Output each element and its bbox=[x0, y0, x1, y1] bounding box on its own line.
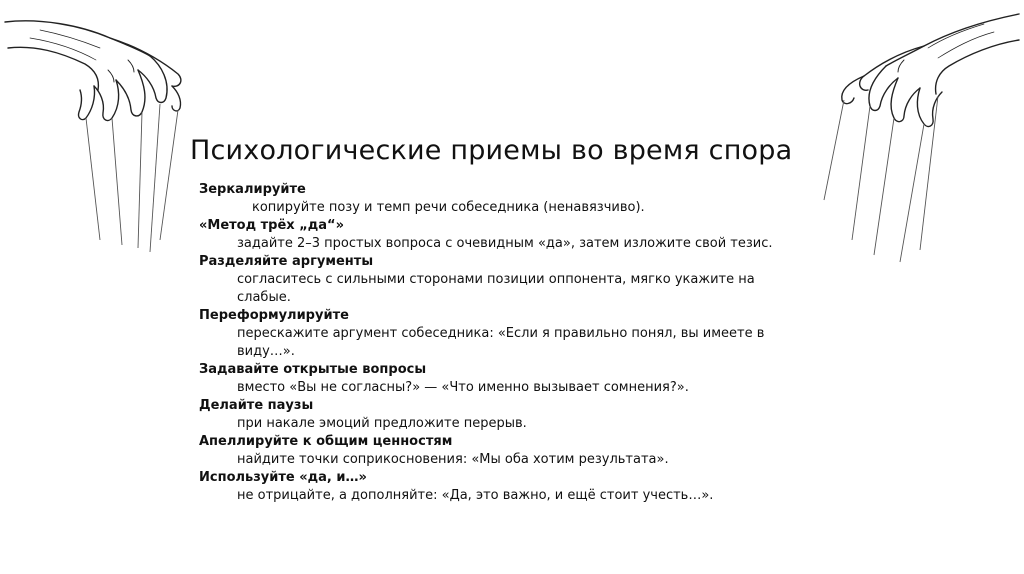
list-item bbox=[199, 361, 819, 397]
list-item bbox=[199, 469, 819, 505]
item-description: вместо «Вы не согласны?» — «Что именно вызывает сомнения?». bbox=[237, 380, 689, 395]
list-item bbox=[199, 307, 819, 361]
item-description: найдите точки соприкосновения: «Мы оба хотим результата». bbox=[237, 452, 669, 467]
item-title: Делайте паузы bbox=[199, 398, 314, 413]
item-description: перескажите аргумент собеседника: «Если я правильно понял, вы имеете в виду…». bbox=[237, 326, 765, 359]
item-title: Зеркалируйте bbox=[199, 182, 306, 197]
item-description: задайте 2–3 простых вопроса с очевидным «да», затем изложите свой тезис. bbox=[237, 236, 773, 251]
list-item bbox=[199, 181, 819, 217]
techniques-list bbox=[199, 181, 819, 505]
item-description: согласитесь с сильными сторонами позиции оппонента, мягко укажите на слабые. bbox=[237, 272, 755, 305]
item-title: Задавайте открытые вопросы bbox=[199, 362, 427, 377]
slide-title: Психологические приемы во время спора bbox=[190, 135, 793, 167]
item-title: Разделяйте аргументы bbox=[199, 254, 374, 269]
list-item bbox=[199, 253, 819, 307]
item-title: Апеллируйте к общим ценностям bbox=[199, 434, 453, 449]
item-description: не отрицайте, а дополняйте: «Да, это важно, и ещё стоит учесть…». bbox=[237, 488, 714, 503]
item-title: Используйте «да, и…» bbox=[199, 470, 367, 485]
item-description: при накале эмоций предложите перерыв. bbox=[237, 416, 527, 431]
puppeteer-hand-right-illustration bbox=[804, 0, 1024, 270]
item-description: копируйте позу и темп речи собеседника (ненавязчиво). bbox=[252, 200, 645, 215]
list-item bbox=[199, 397, 819, 433]
item-title: Переформулируйте bbox=[199, 308, 349, 323]
item-title: «Метод трёх „да“» bbox=[199, 218, 344, 233]
list-item bbox=[199, 433, 819, 469]
list-item bbox=[199, 217, 819, 253]
